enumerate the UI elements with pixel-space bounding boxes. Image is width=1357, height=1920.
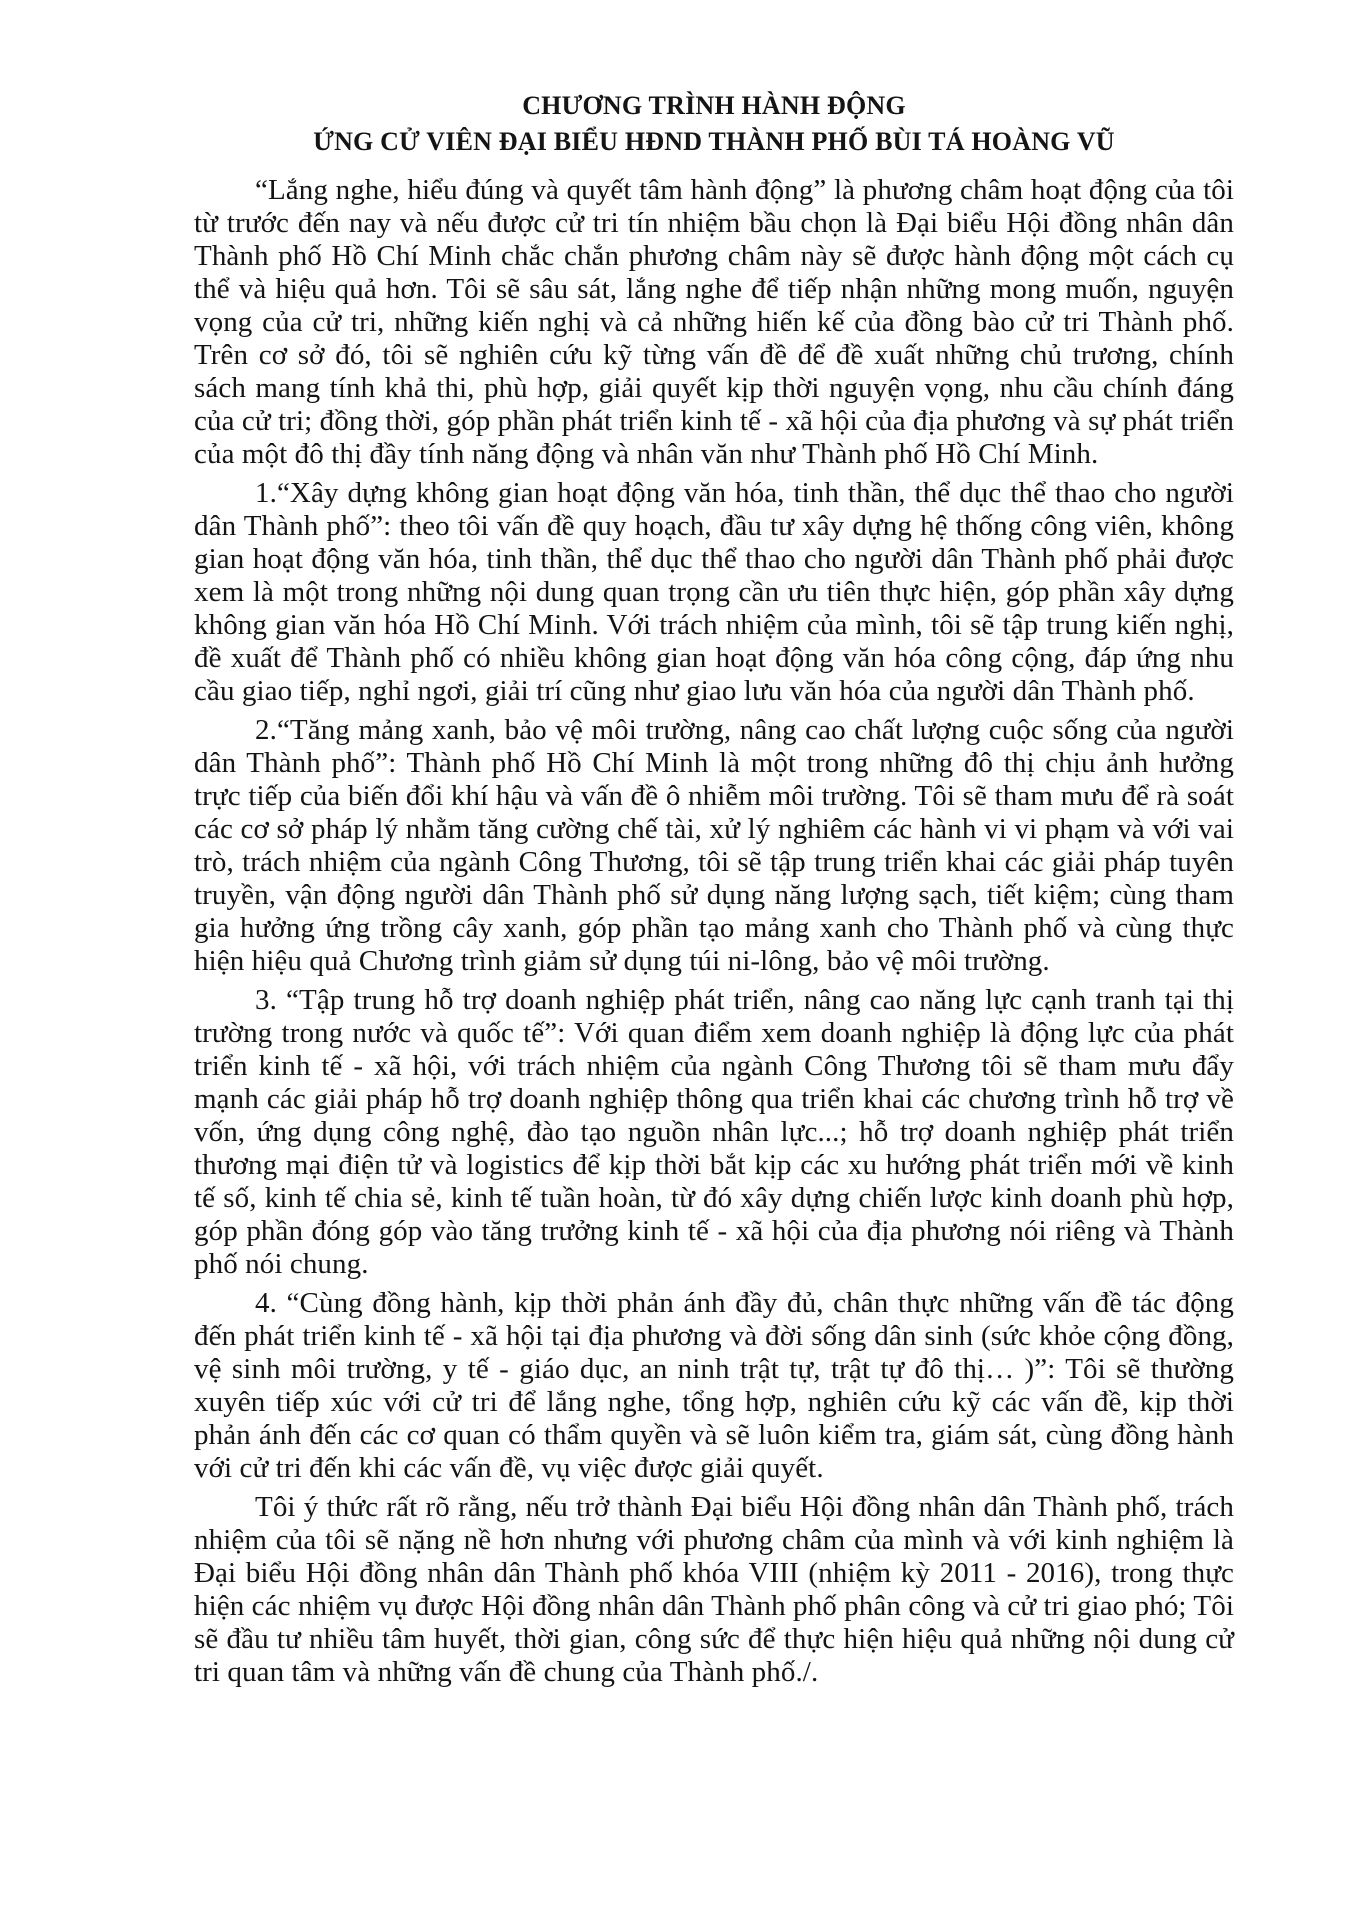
program-item-3: 3. “Tập trung hỗ trợ doanh nghiệp phát triển, nâng cao năng lực cạnh tranh tại thị trường trong nước và quốc tế”: Với quan điểm xem doanh nghiệp là động lực của phát triển kinh tế - xã hội, với trách nhiệm của ngành Công Thương tôi sẽ tham mưu đẩy mạnh các giải pháp hỗ trợ doanh nghiệp thông qua triển khai các chương trình hỗ trợ về vốn, ứng dụng công nghệ, đào tạo nguồn nhân lực...; hỗ trợ doanh nghiệp phát triển thương mại điện tử và logistics để kịp thời bắt kịp các xu hướng phát triển mới về kinh tế số, kinh tế chia sẻ, kinh tế tuần hoàn, từ đó xây dựng chiến lược kinh doanh phù hợp, góp phần đóng góp vào tăng trưởng kinh tế - xã hội của địa phương nói riêng và Thành phố nói chung. bbox=[194, 984, 1234, 1280]
title-line-1: CHƯƠNG TRÌNH HÀNH ĐỘNG bbox=[522, 91, 906, 120]
program-item-1: 1.“Xây dựng không gian hoạt động văn hóa, tinh thần, thể dục thể thao cho người dân Thành phố”: theo tôi vấn đề quy hoạch, đầu tư xây dựng hệ thống công viên, không gian hoạt động văn hóa, tinh thần, thể dục thể thao cho người dân Thành phố phải được xem là một trong những nội dung quan trọng cần ưu tiên thực hiện, góp phần xây dựng không gian văn hóa Hồ Chí Minh. Với trách nhiệm của mình, tôi sẽ tập trung kiến nghị, đề xuất để Thành phố có nhiều không gian hoạt động văn hóa công cộng, đáp ứng nhu cầu giao tiếp, nghỉ ngơi, giải trí cũng như giao lưu văn hóa của người dân Thành phố. bbox=[194, 477, 1234, 707]
program-item-4: 4. “Cùng đồng hành, kịp thời phản ánh đầy đủ, chân thực những vấn đề tác động đến phát triển kinh tế - xã hội tại địa phương và đời sống dân sinh (sức khỏe cộng đồng, vệ sinh môi trường, y tế - giáo dục, an ninh trật tự, trật tự đô thị… )”: Tôi sẽ thường xuyên tiếp xúc với cử tri để lắng nghe, tổng hợp, nghiên cứu kỹ các vấn đề, kịp thời phản ánh đến các cơ quan có thẩm quyền và sẽ luôn kiểm tra, giám sát, cùng đồng hành với cử tri đến khi các vấn đề, vụ việc được giải quyết. bbox=[194, 1287, 1234, 1484]
document-content bbox=[194, 88, 1234, 1695]
program-item-2: 2.“Tăng mảng xanh, bảo vệ môi trường, nâng cao chất lượng cuộc sống của người dân Thành phố”: Thành phố Hồ Chí Minh là một trong những đô thị chịu ảnh hưởng trực tiếp của biến đổi khí hậu và vấn đề ô nhiễm môi trường. Tôi sẽ tham mưu để rà soát các cơ sở pháp lý nhằm tăng cường chế tài, xử lý nghiêm các hành vi vi phạm và với vai trò, trách nhiệm của ngành Công Thương, tôi sẽ tập trung triển khai các giải pháp tuyên truyền, vận động người dân Thành phố sử dụng năng lượng sạch, tiết kiệm; cùng tham gia hưởng ứng trồng cây xanh, góp phần tạo mảng xanh cho Thành phố và cùng thực hiện hiệu quả Chương trình giảm sử dụng túi ni-lông, bảo vệ môi trường. bbox=[194, 714, 1234, 977]
document-title bbox=[194, 88, 1234, 160]
closing-paragraph: Tôi ý thức rất rõ rằng, nếu trở thành Đại biểu Hội đồng nhân dân Thành phố, trách nhiệm của tôi sẽ nặng nề hơn nhưng với phương châm của mình và với kinh nghiệm là Đại biểu Hội đồng nhân dân Thành phố khóa VIII (nhiệm kỳ 2011 - 2016), trong thực hiện các nhiệm vụ được Hội đồng nhân dân Thành phố phân công và cử tri giao phó; Tôi sẽ đầu tư nhiều tâm huyết, thời gian, công sức để thực hiện hiệu quả những nội dung cử tri quan tâm và những vấn đề chung của Thành phố./. bbox=[194, 1491, 1234, 1688]
intro-paragraph: “Lắng nghe, hiểu đúng và quyết tâm hành động” là phương châm hoạt động của tôi từ trước đến nay và nếu được cử tri tín nhiệm bầu chọn là Đại biểu Hội đồng nhân dân Thành phố Hồ Chí Minh chắc chắn phương châm này sẽ được hành động một cách cụ thể và hiệu quả hơn. Tôi sẽ sâu sát, lắng nghe để tiếp nhận những mong muốn, nguyện vọng của cử tri, những kiến nghị và cả những hiến kế của đồng bào cử tri Thành phố. Trên cơ sở đó, tôi sẽ nghiên cứu kỹ từng vấn đề để đề xuất những chủ trương, chính sách mang tính khả thi, phù hợp, giải quyết kịp thời nguyện vọng, nhu cầu chính đáng của cử tri; đồng thời, góp phần phát triển kinh tế - xã hội của địa phương và sự phát triển của một đô thị đầy tính năng động và nhân văn như Thành phố Hồ Chí Minh. bbox=[194, 174, 1234, 470]
title-line-2: ỨNG CỬ VIÊN ĐẠI BIỂU HĐND THÀNH PHỐ BÙI TÁ HOÀNG VŨ bbox=[313, 127, 1115, 156]
